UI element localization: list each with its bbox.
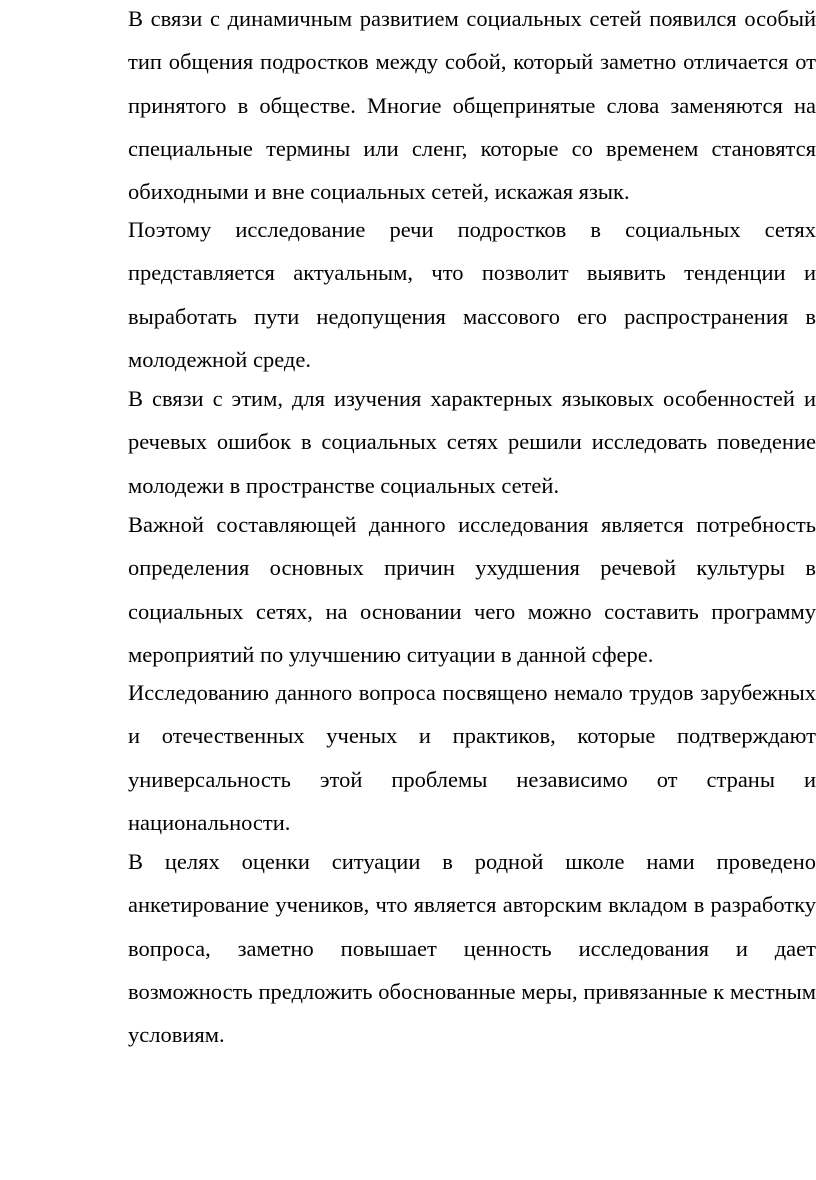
paragraph-5: Исследованию данного вопроса посвящено немало трудов зарубежных и отечественных ученых и практиков, которые подтверждают универсальность этой проблемы независимо от страны и национальности.	[128, 680, 816, 835]
paragraph-3: В связи с этим, для изучения характерных языковых особенностей и речевых ошибок в социальных сетях решили исследовать поведение молодежи в пространстве социальных сетей.	[128, 386, 816, 498]
paragraph-2: Поэтому исследование речи подростков в социальных сетях представляется актуальным, что позволит выявить тенденции и выработать пути недопущения массового его распространения в молодежной среде.	[128, 217, 816, 372]
paragraph-4: Важной составляющей данного исследования является потребность определения основных причин ухудшения речевой культуры в социальных сетях, на основании чего можно составить программу мероприятий по улучшению ситуации в данной сфере.	[128, 512, 816, 667]
paragraph-6: В целях оценки ситуации в родной школе нами проведено анкетирование учеников, что является авторским вкладом в разработку вопроса, заметно повышает ценность исследования и дает возможность предложить обоснованные меры, привязанные к местным условиям.	[128, 849, 816, 1048]
paragraph-1: В связи с динамичным развитием социальных сетей появился особый тип общения подростков между собой, который заметно отличается от принятого в обществе. Многие общепринятые слова заменяются на специальные термины или сленг, которые со временем становятся обиходными и вне социальных сетей, искажая язык.	[128, 6, 816, 205]
